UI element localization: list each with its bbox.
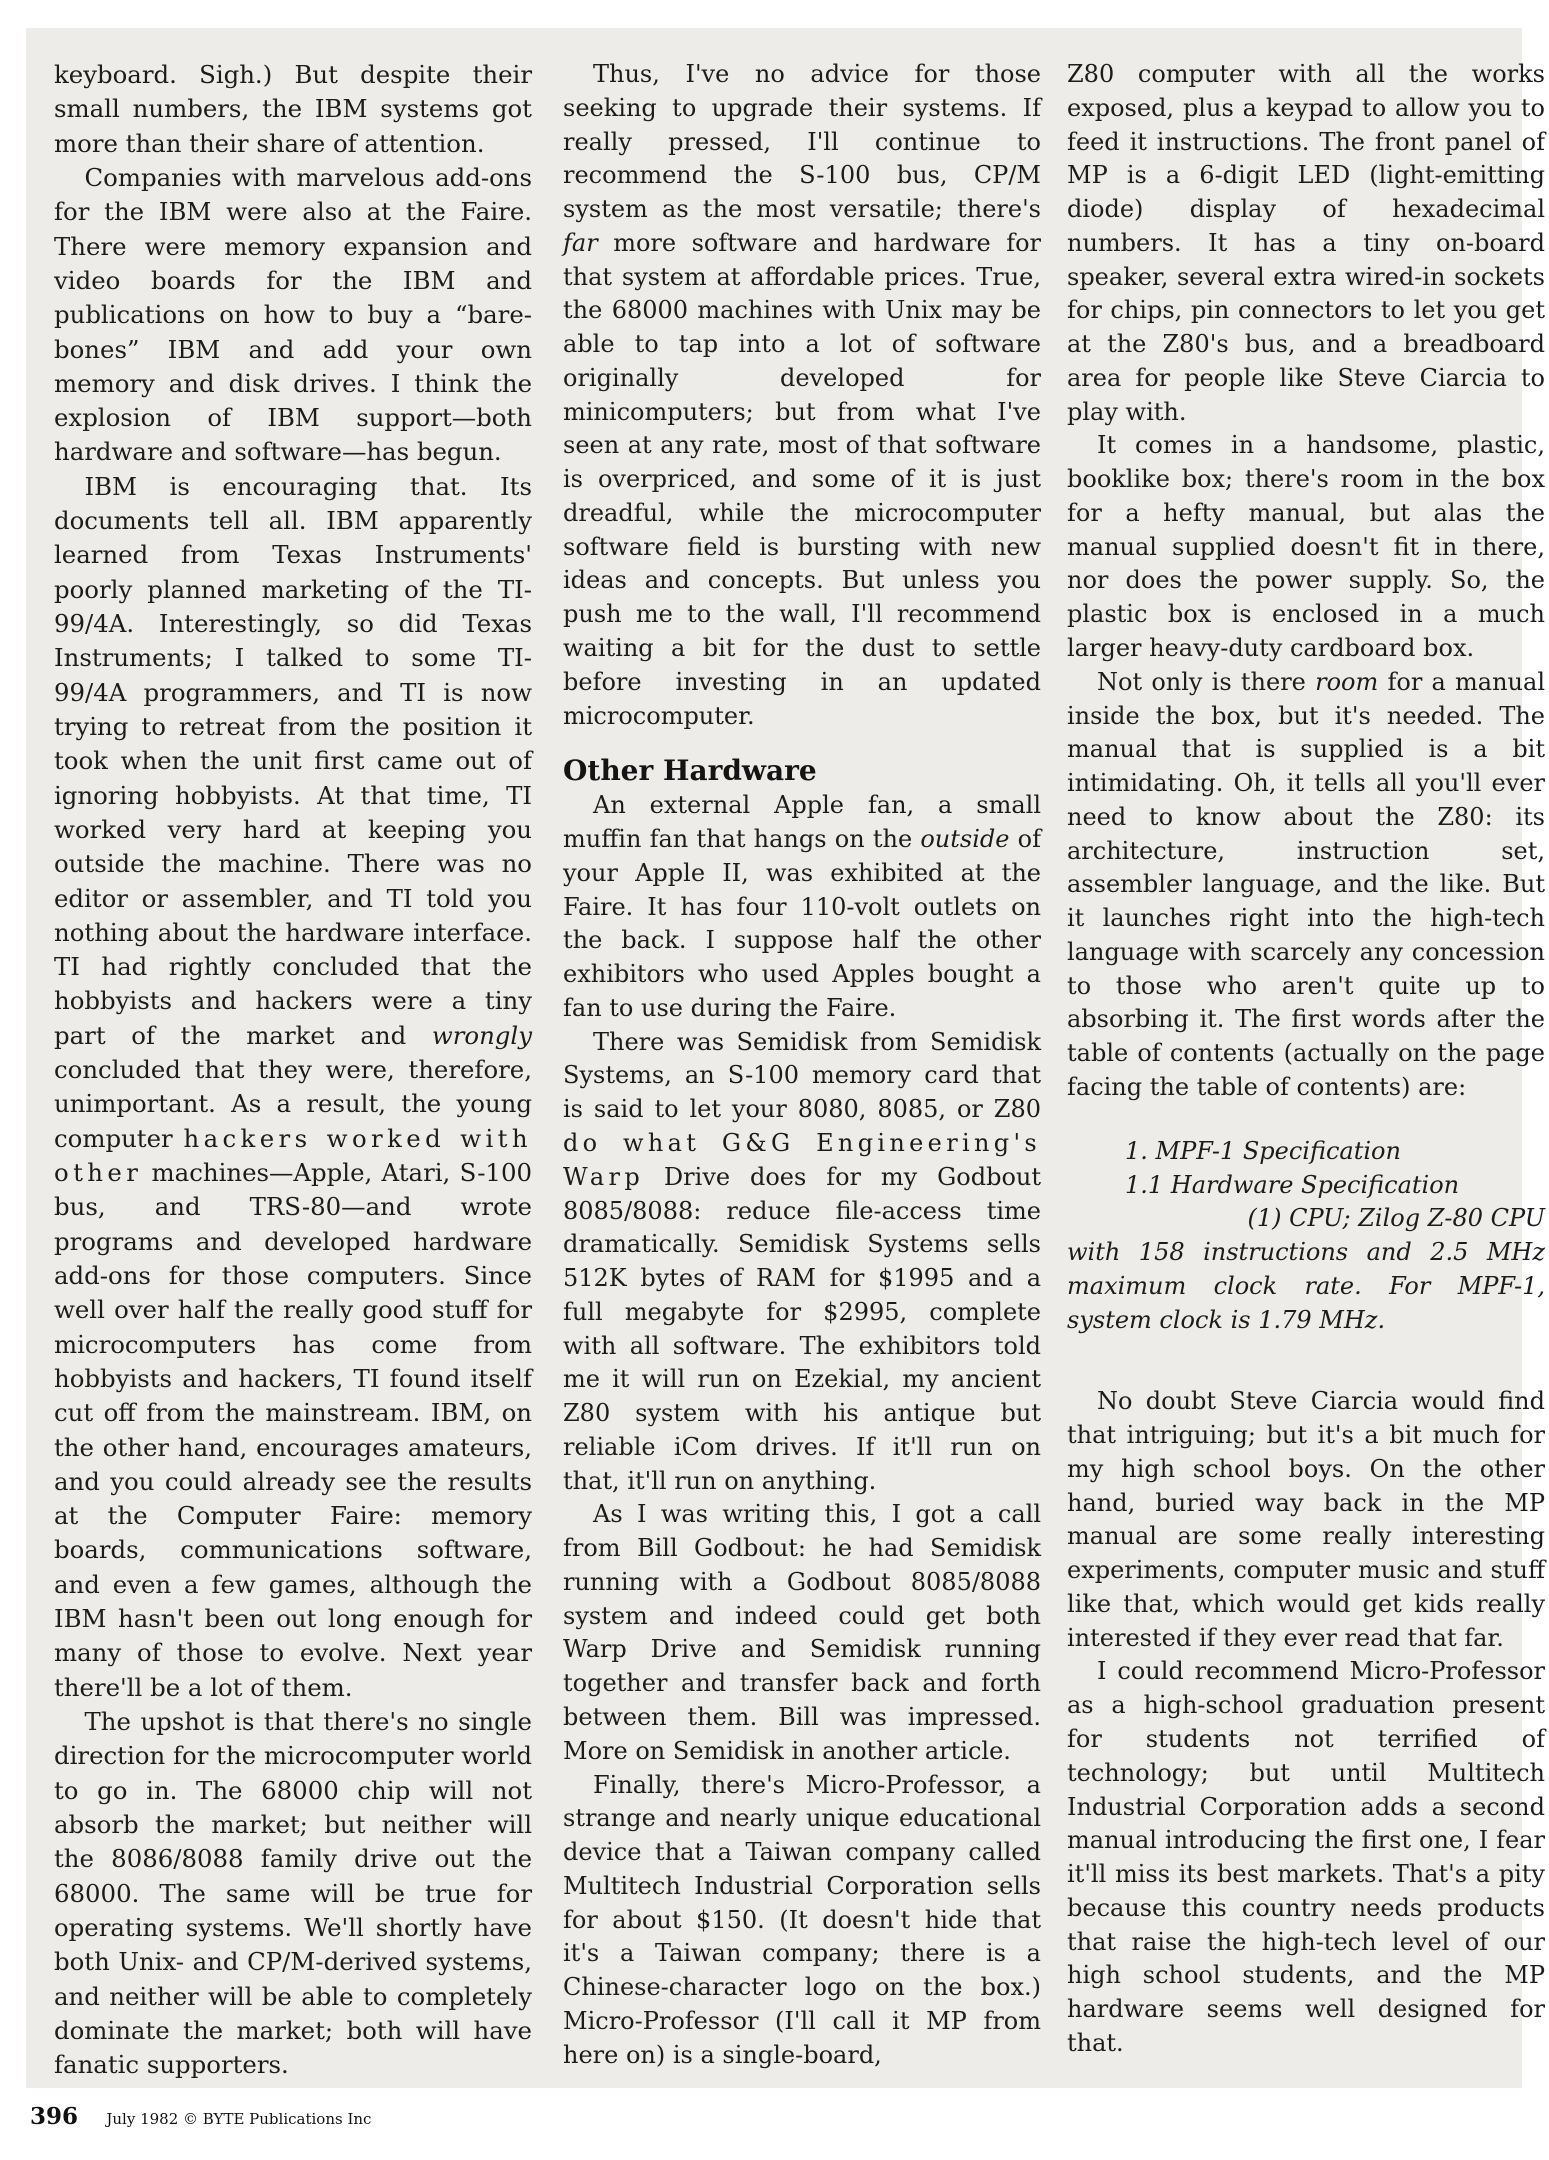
spec-quote-line: 1.1 Hardware Specification bbox=[1125, 1170, 1460, 1199]
emphasis: room bbox=[1315, 667, 1379, 696]
text-run: Drive does for my Godbout 8085/8088: reduce file-access time dramatically. Semidisk Systems sells 512K bytes of RAM for $1995 and a full megabyte for $2995, complete with all software. The exhibitors told me it will run on Ezekial, my ancient Z80 system with his antique but reliable iCom drives. If it'll run on that, it'll run on anything. bbox=[563, 1162, 1041, 1495]
paragraph: Companies with marvelous add-ons for the IBM were also at the Faire. There were memory expansion and video boards for the IBM and publications on how to buy a “bare-bones” IBM and add your own memory and disk drives. I think the explosion of IBM support—both hardware and software—has begun. bbox=[54, 162, 532, 467]
paragraph: keyboard. Sigh.) But despite their small numbers, the IBM systems got more than their share of attention. bbox=[54, 60, 532, 158]
page-number: 396 bbox=[30, 2103, 79, 2130]
paragraph: Finally, there's Micro-Professor, a strange and nearly unique educational device that a Taiwan company called Multitech Industrial Corporation sells for about $150. (It doesn't hide that it's a Taiwan company; there is a Chinese-character logo on the box.) Micro-Professor (I'll call it MP from here on) is a single-board, bbox=[563, 1770, 1041, 2069]
publication-credit: July 1982 © BYTE Publications Inc bbox=[106, 2110, 372, 2128]
section-heading: Other Hardware bbox=[563, 754, 817, 788]
article-body bbox=[26, 28, 1546, 2088]
text-run: hackers worked with other bbox=[54, 1123, 532, 1187]
paragraph: Z80 computer with all the works exposed, plus a keypad to allow you to feed it instructions. The front panel of MP is a 6-digit LED (light-emitting diode) display of hexadecimal numbers. It has a tiny on-board speaker, several extra wired-in sockets for chips, pin connectors to let you get at the Z80's bus, and a breadboard area for people like Steve Ciarcia to play with. bbox=[1067, 60, 1545, 426]
page-footer bbox=[30, 2103, 371, 2130]
spacer bbox=[1067, 1337, 1545, 1385]
paragraph: As I was writing this, I got a call from Bill Godbout: he had Semidisk running with a Godbout 8085/8088 system and indeed could get both Warp Drive and Semidisk running together and transfer back and forth between them. Bill was impressed. More on Semidisk in another article. bbox=[563, 1500, 1041, 1765]
paragraph: The upshot is that there's no single direction for the microcomputer world to go in. The 68000 chip will not absorb the market; but neither will the 8086/8088 family drive out the 68000. The same will be true for operating systems. We'll shortly have both Unix- and CP/M-derived systems, and neither will be able to completely dominate the market; both will have fanatic supporters. bbox=[54, 1707, 532, 2080]
text-run: Thus, I've no advice for those seeking to upgrade their systems. If really pressed, I'll continue to recommend the S-100 bus, CP/M system as the most versatile; there's bbox=[563, 60, 1041, 224]
emphasis: far bbox=[563, 228, 598, 257]
emphasis: wrongly bbox=[431, 1020, 532, 1050]
paragraph bbox=[54, 470, 532, 1705]
text-run: machines—Apple, Atari, S-100 bus, and TRS-80—and wrote programs and developed hardware add-ons for those computers. Since well over half the really good stuff for microcomputers has come from hobbyists and hackers, TI found itself cut off from the mainstream. IBM, on the other hand, encourages amateurs, and you could already see the results at the Computer Faire: memory boards, communications software, and even a few games, although the IBM hasn't been out long enough for many of those to evolve. Next year there'll be a lot of them. bbox=[54, 1158, 532, 1702]
paragraph bbox=[1067, 666, 1545, 1105]
text-run: of your Apple II, was exhibited at the Faire. It has four 110-volt outlets on the back. I suppose half the other exhibitors who used Apples bought a fan to use during the Faire. bbox=[563, 825, 1041, 1022]
text-run: IBM is encouraging that. Its documents tell all. IBM apparently learned from Texas Instruments' poorly planned marketing of the TI-99/4A. Interestingly, so did Texas Instruments; I talked to some TI-99/4A programmers, and TI is now trying to retreat from the position it took when the unit first came out of ignoring hobbyists. At that time, TI worked very hard at keeping you outside the machine. There was no editor or assembler, and TI told you nothing about the hardware interface. TI had rightly concluded that the hobbyists and hackers were a tiny part of the market and bbox=[54, 471, 532, 1050]
text-run: more software and hardware for that system at affordable prices. True, the 68000 machines with Unix may be able to tap into a lot of software originally developed for minicomputers; but from what I've seen at any rate, most of that software is overpriced, and some of it is just dreadful, while the microcomputer software field is bursting with new ideas and concepts. But unless you push me to the wall, I'll recommend waiting a bit for the dust to settle before investing in an updated microcomputer. bbox=[563, 228, 1041, 730]
emphasis: outside bbox=[920, 825, 1010, 854]
text-run: for a manual inside the box, but it's needed. The manual that is supplied is a bit intimidating. Oh, it tells all you'll ever need to know about the Z80: its architecture, instruction set, assembler language, and the like. But it launches right into the high-tech language with scarcely any concession to those who aren't quite up to absorbing it. The first words after the table of contents (actually on the page facing the table of contents) are: bbox=[1067, 667, 1546, 1101]
paragraph bbox=[563, 1026, 1041, 1499]
spec-quote-line: with 158 instructions and 2.5 MHz maximum clock rate. For MPF-1, system clock is 1.79 MHz. bbox=[1067, 1238, 1545, 1334]
text-run: concluded that they were, therefore, unimportant. As a result, the young computer bbox=[54, 1055, 532, 1153]
paragraph bbox=[563, 789, 1041, 1025]
text-run: An external Apple fan, a small muffin fan that hangs on the bbox=[563, 791, 1041, 854]
paragraph: It comes in a handsome, plastic, booklike box; there's room in the box for a hefty manual, but alas the manual supplied doesn't fit in there, nor does the power supply. So, the plastic box is enclosed in a much larger heavy-duty cardboard box. bbox=[1067, 431, 1545, 663]
text-run: do what G&G Engineering's Warp bbox=[563, 1128, 1041, 1191]
paragraph: No doubt Steve Ciarcia would find that intriguing; but it's a bit much for my high school boys. On the other hand, buried way back in the MP manual are some really interesting experiments, computer music and stuff like that, which would get kids really interested if they ever read that far. bbox=[1067, 1387, 1545, 1652]
paragraph: I could recommend Micro-Professor as a high-school graduation present for students not terrified of technology; but until Multitech Industrial Corporation adds a second manual introducing the first one, I fear it'll miss its best markets. That's a pity because this country needs products that raise the high-tech level of our high school students, and the MP hardware seems well designed for that. bbox=[1067, 1657, 1545, 2057]
column-3 bbox=[1067, 58, 1545, 2061]
text-run: There was Semidisk from Semidisk Systems, an S-100 memory card that is said to let your 8080, 8085, or Z80 bbox=[563, 1027, 1041, 1124]
text-run: Not only is there bbox=[1097, 667, 1306, 696]
paragraph bbox=[563, 58, 1041, 733]
column-2 bbox=[563, 58, 1041, 2072]
column-1 bbox=[54, 58, 532, 2082]
spec-quote-line: 1. MPF-1 Specification bbox=[1125, 1136, 1401, 1165]
spec-quote-line: (1) CPU; Zilog Z-80 CPU bbox=[1247, 1204, 1545, 1233]
